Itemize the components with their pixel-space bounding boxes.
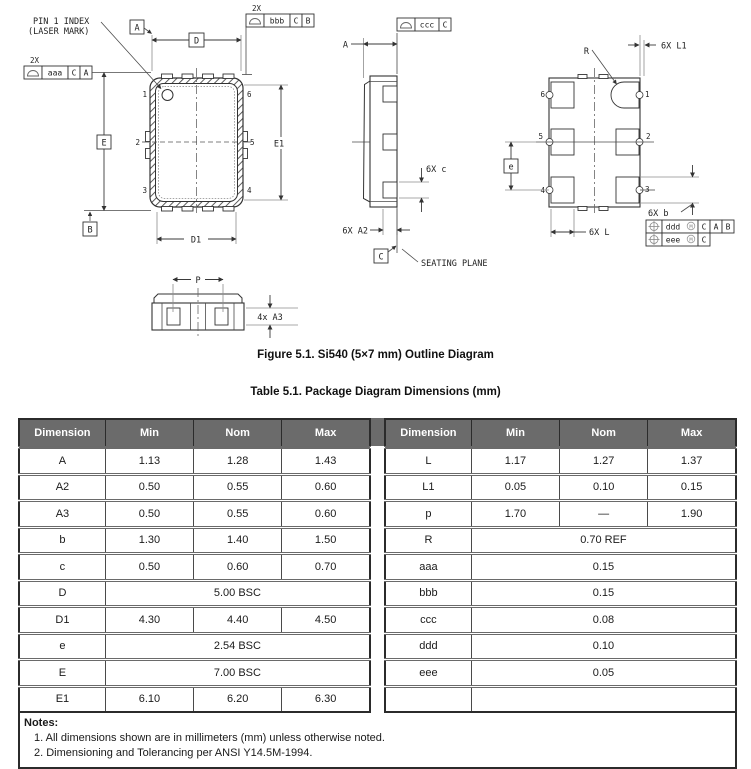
min-cell: 1.30 xyxy=(105,527,193,554)
table-row xyxy=(385,554,736,581)
fcf-ccc-datum1: C xyxy=(442,20,448,30)
seating-plane xyxy=(374,207,488,269)
dim-D1-label: D1 xyxy=(190,235,202,246)
col-header-nom: Nom xyxy=(560,419,648,448)
dim-cell: L1 xyxy=(385,474,471,501)
dim-cell: aaa xyxy=(385,554,471,581)
table-row xyxy=(19,527,370,554)
table-row xyxy=(19,474,370,501)
table-header-row xyxy=(19,419,370,448)
dimension-6x-l1 xyxy=(628,35,687,76)
pad xyxy=(215,308,228,325)
datum-A xyxy=(130,20,152,34)
dim-cell: ccc xyxy=(385,607,471,634)
dim-cell: c xyxy=(19,554,105,581)
dim-cell: L xyxy=(385,448,471,475)
table-gap xyxy=(371,418,384,713)
col-header-dimension: Dimension xyxy=(385,419,471,448)
pad-rounded xyxy=(611,82,639,108)
table-row xyxy=(385,448,736,475)
fcf-bbb xyxy=(242,4,314,75)
max-cell: 0.60 xyxy=(282,474,370,501)
table-row xyxy=(19,554,370,581)
front-view xyxy=(152,274,298,339)
outline-diagram xyxy=(0,0,751,345)
dim-6x-l1-label: 6X L1 xyxy=(661,41,687,52)
max-cell: 1.90 xyxy=(648,501,736,528)
pad xyxy=(551,177,574,203)
table-row xyxy=(385,686,736,712)
table-row xyxy=(19,448,370,475)
dim-cell: E1 xyxy=(19,686,105,712)
figure-caption: Figure 5.1. Si540 (5×7 mm) Outline Diagram xyxy=(257,349,494,361)
bottom-view xyxy=(504,35,734,246)
table-row xyxy=(19,580,370,607)
datum-B xyxy=(83,212,97,236)
pin1-note-line1: PIN 1 INDEX xyxy=(33,17,90,27)
datum-A-label: A xyxy=(134,23,140,34)
dimension-6x-c xyxy=(399,165,446,212)
nom-cell: 0.55 xyxy=(194,474,282,501)
fcf-eee-value: eee xyxy=(665,235,681,245)
pin-number: 3 xyxy=(645,185,650,194)
table-row xyxy=(385,580,736,607)
pad xyxy=(383,182,397,198)
dimension-6x-a2 xyxy=(342,209,410,237)
max-cell: 0.70 xyxy=(282,554,370,581)
pin-number: 6 xyxy=(540,90,545,99)
fcf-aaa-datum1: C xyxy=(71,68,77,78)
table-row xyxy=(385,633,736,660)
fcf-bbb-datum1: C xyxy=(293,16,299,26)
dimension-6x-l xyxy=(551,209,609,238)
dim-A-label: A xyxy=(342,40,348,51)
col-header-min: Min xyxy=(105,419,193,448)
dimensions-tables xyxy=(18,418,737,713)
table-row xyxy=(385,660,736,687)
max-cell: 1.37 xyxy=(648,448,736,475)
table-row xyxy=(19,633,370,660)
mmc-modifier-label: M xyxy=(689,224,693,231)
nom-cell: 0.10 xyxy=(560,474,648,501)
nom-cell: 1.27 xyxy=(560,448,648,475)
dimension-D1 xyxy=(157,212,236,246)
qty-2x-label: 2X xyxy=(30,56,40,65)
span-cell: 0.15 xyxy=(471,580,736,607)
min-cell: 0.05 xyxy=(471,474,559,501)
dim-P-label: P xyxy=(195,276,201,286)
fcf-ddd xyxy=(646,220,734,233)
dimension-E xyxy=(84,73,151,211)
span-cell: 7.00 BSC xyxy=(105,660,370,687)
table-header-row xyxy=(385,419,736,448)
notes-title: Notes: xyxy=(24,717,59,729)
dim-e-label: e xyxy=(508,162,514,173)
dim-cell: ddd xyxy=(385,633,471,660)
fcf-aaa-datum2: A xyxy=(83,68,89,78)
nom-cell: 0.60 xyxy=(194,554,282,581)
col-header-nom: Nom xyxy=(194,419,282,448)
col-header-dimension: Dimension xyxy=(19,419,105,448)
max-cell: 6.30 xyxy=(282,686,370,712)
pin-number: 4 xyxy=(247,186,252,195)
fcf-ddd-datum2: A xyxy=(713,222,719,232)
table-row xyxy=(385,607,736,634)
min-cell: 6.10 xyxy=(105,686,193,712)
col-header-max: Max xyxy=(648,419,736,448)
pin-number: 1 xyxy=(645,90,650,99)
mmc-modifier-label: M xyxy=(689,237,693,244)
dim-R-label: R xyxy=(583,47,589,57)
table-row xyxy=(385,527,736,554)
span-cell: 2.54 BSC xyxy=(105,633,370,660)
fcf-aaa-value: aaa xyxy=(47,68,63,78)
min-cell: 0.50 xyxy=(105,474,193,501)
table-row xyxy=(19,501,370,528)
pad xyxy=(383,134,397,150)
dim-cell: E xyxy=(19,660,105,687)
nom-cell: 0.55 xyxy=(194,501,282,528)
pin-number: 2 xyxy=(646,132,651,141)
dim-cell: A3 xyxy=(19,501,105,528)
dim-cell: A2 xyxy=(19,474,105,501)
fcf-ddd-datum1: C xyxy=(701,222,707,232)
nom-cell: 1.28 xyxy=(194,448,282,475)
span-cell xyxy=(471,686,736,712)
max-cell: 4.50 xyxy=(282,607,370,634)
datum-B-label: B xyxy=(87,225,93,236)
pad xyxy=(616,177,639,203)
span-cell: 0.15 xyxy=(471,554,736,581)
min-cell: 0.50 xyxy=(105,501,193,528)
dimension-e xyxy=(504,142,549,190)
nom-cell: 4.40 xyxy=(194,607,282,634)
col-header-min: Min xyxy=(471,419,559,448)
pin1-mark xyxy=(162,90,173,101)
pin-number: 3 xyxy=(142,186,147,195)
table-row xyxy=(19,607,370,634)
span-cell: 0.05 xyxy=(471,660,736,687)
pad xyxy=(383,86,397,102)
dim-6x-a2-label: 6X A2 xyxy=(342,226,368,237)
dimension-6x-b xyxy=(641,165,699,219)
side-view xyxy=(342,18,487,269)
dim-cell: A xyxy=(19,448,105,475)
nom-cell: 6.20 xyxy=(194,686,282,712)
max-cell: 1.50 xyxy=(282,527,370,554)
dim-4x-a3-label: 4x A3 xyxy=(257,313,283,323)
col-header-max: Max xyxy=(282,419,370,448)
dim-cell: R xyxy=(385,527,471,554)
top-view xyxy=(24,4,314,246)
pin-number: 5 xyxy=(538,132,543,141)
qty-2x-label: 2X xyxy=(252,4,262,13)
dimensions-table-left xyxy=(18,418,371,713)
max-cell: 0.15 xyxy=(648,474,736,501)
pin-number: 5 xyxy=(250,138,255,147)
span-cell: 0.08 xyxy=(471,607,736,634)
datum-C-label: C xyxy=(378,252,384,263)
dim-E-label: E xyxy=(101,138,107,149)
fcf-bbb-datum2: B xyxy=(305,16,311,26)
dimension-4x-a3 xyxy=(246,295,298,338)
castellation-notch xyxy=(636,92,643,99)
span-cell: 5.00 BSC xyxy=(105,580,370,607)
notes-box xyxy=(18,713,737,769)
span-cell: 0.70 REF xyxy=(471,527,736,554)
table-caption: Table 5.1. Package Diagram Dimensions (mm) xyxy=(250,386,501,398)
pad xyxy=(167,308,180,325)
dim-cell: p xyxy=(385,501,471,528)
lid-outline xyxy=(364,81,371,202)
pin-number: 4 xyxy=(540,186,545,195)
max-cell: 0.60 xyxy=(282,501,370,528)
fcf-aaa xyxy=(24,56,151,79)
dim-6x-c-label: 6X c xyxy=(426,165,447,175)
table-row xyxy=(385,501,736,528)
dim-cell: D xyxy=(19,580,105,607)
fcf-bbb-value: bbb xyxy=(269,16,285,26)
min-cell: 0.50 xyxy=(105,554,193,581)
dimension-A xyxy=(343,33,397,78)
pad xyxy=(551,82,574,108)
min-cell: 1.13 xyxy=(105,448,193,475)
dim-cell: b xyxy=(19,527,105,554)
dim-D-label: D xyxy=(193,36,200,47)
min-cell: 4.30 xyxy=(105,607,193,634)
dim-6x-l-label: 6X L xyxy=(589,228,610,238)
fcf-eee xyxy=(646,233,710,246)
dim-6x-b-label: 6X b xyxy=(648,209,669,219)
note-item: 1. All dimensions shown are in millimeters (mm) unless otherwise noted. xyxy=(34,732,385,744)
fcf-ddd-value: ddd xyxy=(665,222,681,232)
dim-cell xyxy=(385,686,471,712)
table-row xyxy=(385,474,736,501)
pin-number: 6 xyxy=(247,90,252,99)
dim-cell: bbb xyxy=(385,580,471,607)
min-cell: 1.17 xyxy=(471,448,559,475)
dim-cell: D1 xyxy=(19,607,105,634)
nom-cell: — xyxy=(560,501,648,528)
dim-cell: eee xyxy=(385,660,471,687)
dim-cell: e xyxy=(19,633,105,660)
fcf-eee-datum1: C xyxy=(701,235,707,245)
table-row xyxy=(19,686,370,712)
pin-number: 1 xyxy=(142,90,147,99)
max-cell: 1.43 xyxy=(282,448,370,475)
span-cell: 0.10 xyxy=(471,633,736,660)
pin-number: 2 xyxy=(135,138,140,147)
pin1-note-line2: (LASER MARK) xyxy=(28,27,90,37)
table-row xyxy=(19,660,370,687)
fcf-ccc xyxy=(397,18,451,31)
dimensions-table-right xyxy=(384,418,737,713)
dimension-D xyxy=(152,33,241,71)
fcf-ddd-datum3: B xyxy=(725,222,731,232)
note-item: 2. Dimensioning and Tolerancing per ANSI Y14.5M-1994. xyxy=(34,747,313,759)
seating-plane-label: SEATING PLANE xyxy=(421,259,488,269)
dim-E1-label: E1 xyxy=(273,139,285,150)
castellation-notch xyxy=(546,92,553,99)
min-cell: 1.70 xyxy=(471,501,559,528)
nom-cell: 1.40 xyxy=(194,527,282,554)
fcf-ccc-value: ccc xyxy=(419,20,435,30)
